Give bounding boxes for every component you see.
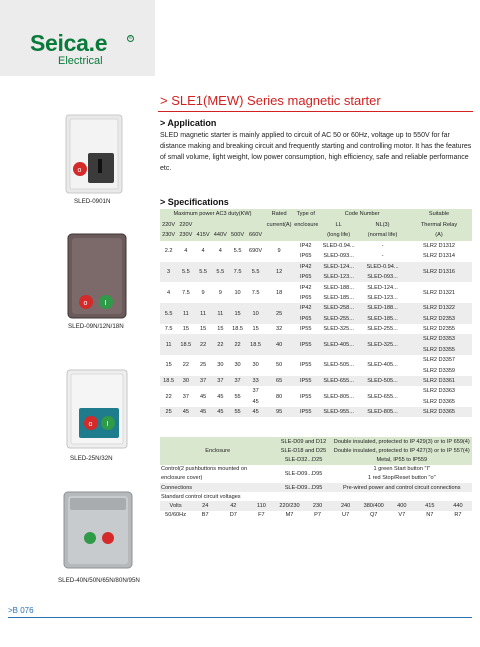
- header-415v: 415V: [194, 230, 211, 241]
- table-cell: 15: [252, 326, 259, 333]
- header-220v-2: 220V: [177, 220, 194, 231]
- table-cell: 380/400: [360, 501, 388, 510]
- table-cell: SLR2 D1316: [406, 262, 472, 283]
- brand-name: Seica.e: [30, 30, 108, 56]
- table-cell: SLR2 D3353: [406, 334, 472, 344]
- table-cell: IP65: [293, 314, 318, 324]
- header-current: current(A): [265, 220, 293, 231]
- table-cell: IP55: [299, 362, 312, 369]
- header-500v: 500V: [229, 230, 246, 241]
- table-cell: SLR2 D1322: [406, 303, 472, 313]
- table-cell: IP65: [299, 294, 312, 301]
- table-cell: 55: [229, 407, 246, 417]
- table-cell: 7.5: [164, 326, 173, 333]
- table-cell: SLED-124...: [318, 262, 359, 272]
- table-cell: 4: [167, 289, 171, 296]
- table-cell: 2.2: [164, 248, 173, 255]
- table-cell: 110: [247, 501, 275, 510]
- table-cell: 12: [265, 262, 293, 283]
- table-cell: 440: [444, 501, 472, 510]
- table-cell: D7: [229, 512, 237, 519]
- starter-enclosure-icon: [58, 490, 138, 570]
- table-cell: 45: [252, 398, 259, 405]
- header-thermal: Thermal Relay: [406, 220, 472, 231]
- table-row: [160, 241, 472, 251]
- table-cell: IP55: [293, 407, 318, 417]
- table-cell: M7: [285, 512, 294, 519]
- table-cell: IP65: [293, 272, 318, 282]
- header-thermal-unit: (A): [406, 230, 472, 241]
- table-cell: 5.5: [160, 303, 177, 324]
- header-230v-2: 230V: [177, 230, 194, 241]
- table-cell: SLED-124...: [367, 284, 398, 291]
- table-cell: SLED-255...: [367, 326, 398, 333]
- table-cell: 11: [212, 303, 229, 324]
- table-cell: 690V: [249, 248, 263, 255]
- table-cell: 42: [219, 501, 247, 510]
- table-row: [160, 492, 472, 501]
- application-heading: > Application: [160, 118, 217, 128]
- table-cell: 45: [217, 393, 224, 400]
- table-cell: 33: [246, 376, 265, 386]
- table-cell: N7: [426, 512, 434, 519]
- table-cell: IP42: [293, 262, 318, 272]
- table-cell: 18: [275, 289, 283, 296]
- page-number: >B 076: [8, 606, 34, 615]
- table-cell: Double insulated, protected to IP 429(3) or to IP 659(4): [332, 437, 472, 446]
- table-cell: B7: [201, 512, 209, 519]
- product-image-sled-40n: [58, 490, 138, 570]
- table-row: [160, 282, 472, 292]
- table-cell: SLED-0.94...: [322, 242, 355, 249]
- table-cell: SLED-188...: [323, 284, 354, 291]
- table-cell: IP55: [299, 393, 312, 400]
- application-text: SLED magnetic starter is mainly applied to circuit of AC 50 or 60Hz, voltage up to 550V for far distance making and breaking circuit and frequently starting and controlling motor. It has the features of small volume, light weight, low power consumption, high efficiency, safe and reliable performance etc.: [160, 132, 472, 172]
- header-enclosure: enclosure: [293, 220, 318, 231]
- table-cell: IP42: [299, 242, 312, 249]
- table-cell: 45: [177, 407, 194, 417]
- table-cell: Control(2 pushbuttons mounted on: [161, 466, 248, 473]
- table-cell: 15: [182, 326, 189, 333]
- table-cell: 30: [234, 362, 241, 369]
- title-divider: [158, 111, 473, 112]
- table-cell: 15: [217, 326, 224, 333]
- table-cell: 37: [194, 376, 211, 386]
- table-cell: 1 green Start button "I": [373, 466, 431, 473]
- table-cell: 45: [199, 393, 207, 400]
- table-cell: SLR2 D1314: [423, 253, 456, 260]
- table-cell: 220/230: [275, 501, 303, 510]
- table-cell: SLR2 D3365: [423, 398, 456, 405]
- table-cell: 37: [229, 376, 246, 386]
- table-cell: SLED-123...: [367, 294, 398, 301]
- table-cell: SLED-0.94...: [359, 262, 406, 272]
- table-row: [160, 324, 472, 334]
- table-cell: 11: [160, 334, 177, 355]
- table-cell: 5.5: [194, 262, 211, 283]
- header-ll: LL: [318, 220, 359, 231]
- header-nl: NL(3): [359, 220, 406, 231]
- table-cell: 11: [194, 303, 211, 324]
- starter-enclosure-icon: [60, 113, 128, 195]
- table-cell: 30: [217, 362, 224, 369]
- table-row: [160, 355, 472, 365]
- table-cell: 25: [265, 303, 293, 324]
- table-cell: 45: [212, 407, 229, 417]
- table-cell: SLE-D09 and D12: [275, 437, 331, 446]
- table-cell: SLED-405...: [318, 334, 359, 355]
- table-cell: 40: [265, 334, 293, 355]
- brand-subtitle: Electrical: [58, 55, 103, 67]
- table-cell: 18.5: [160, 376, 177, 386]
- table-cell: SLED-805...: [359, 407, 406, 417]
- table-cell: SLED-505...: [359, 376, 406, 386]
- table-cell: 45: [246, 407, 265, 417]
- table-cell: 230: [304, 501, 332, 510]
- table-cell: SLED-325...: [359, 334, 406, 355]
- table-cell: 415: [416, 501, 444, 510]
- table-cell: Connections: [160, 483, 275, 492]
- table-cell: 18.5: [177, 334, 194, 355]
- table-cell: SLE-D09...D95: [275, 483, 331, 492]
- header-230v: 230V: [160, 230, 177, 241]
- table-cell: V7: [398, 512, 406, 519]
- table-cell: SLED-325...: [323, 326, 354, 333]
- header-440v: 440V: [212, 230, 229, 241]
- table-cell: 7.5: [251, 289, 260, 296]
- header-220v: 220V: [160, 220, 177, 231]
- product-label: SLED-09N/12N/18N: [68, 323, 124, 330]
- table-cell: SLR2 D1321: [423, 289, 456, 296]
- table-cell: SLED-805...: [323, 393, 354, 400]
- table-cell: 30: [252, 362, 259, 369]
- enclosure-table: [160, 437, 472, 520]
- table-cell: 32: [275, 326, 283, 333]
- table-cell: 7.5: [229, 262, 246, 283]
- table-cell: 15: [229, 303, 246, 324]
- table-row: [160, 511, 472, 520]
- table-cell: SLE-D32...D25: [275, 455, 331, 464]
- table-cell: 9: [277, 248, 281, 255]
- table-cell: 9: [201, 289, 205, 296]
- table-cell: SLR2 D3361: [406, 376, 472, 386]
- table-cell: enclosure cover): [161, 475, 203, 482]
- table-cell: SLR2 D3357: [423, 357, 456, 364]
- page-title: > SLE1(MEW) Series magnetic starter: [160, 93, 381, 108]
- header-code-number: Code Number: [318, 209, 406, 220]
- table-cell: IP55: [293, 376, 318, 386]
- table-cell: P7: [314, 512, 321, 519]
- table-cell: 4: [201, 248, 205, 255]
- svg-text:o: o: [83, 300, 88, 307]
- table-cell: Pre-wired power and control circuit connections: [332, 483, 472, 492]
- table-cell: 25: [160, 407, 177, 417]
- header-660v: 660V: [246, 230, 265, 241]
- table-cell: SLED-955...: [318, 407, 359, 417]
- specifications-table: [160, 209, 472, 417]
- table-cell: SLED-093...: [323, 253, 354, 260]
- table-cell: SLED-123...: [318, 272, 359, 282]
- table-cell: IP55: [293, 334, 318, 355]
- header-ll-sub: (long life): [318, 230, 359, 241]
- table-cell: 400: [388, 501, 416, 510]
- table-cell: SLED-655...: [318, 376, 359, 386]
- table-cell: 65: [265, 376, 293, 386]
- table-cell: 9: [218, 289, 222, 296]
- table-cell: 5.5: [233, 248, 242, 255]
- svg-text:o: o: [77, 167, 82, 174]
- table-cell: SLE-D18 and D25: [275, 446, 331, 455]
- svg-text:I: I: [104, 300, 107, 307]
- table-cell: 80: [275, 393, 283, 400]
- table-cell: 3: [160, 262, 177, 283]
- table-cell: 7.5: [181, 289, 190, 296]
- starter-enclosure-icon: [63, 368, 131, 450]
- table-row: [160, 501, 472, 510]
- table-cell: 22: [229, 334, 246, 355]
- table-cell: Standard control circuit voltages: [161, 493, 241, 500]
- table-cell: 11: [177, 303, 194, 324]
- table-cell: SLE-D09...D95: [284, 470, 323, 477]
- table-row: [160, 437, 472, 446]
- table-cell: SLR2 D2355: [423, 326, 456, 333]
- header-max-power: Maximum power AC3 duty(KW): [160, 209, 265, 220]
- table-cell: 5.5: [246, 262, 265, 283]
- table-cell: U7: [342, 512, 350, 519]
- table-cell: 50: [275, 362, 283, 369]
- table-cell: F7: [258, 512, 265, 519]
- svg-text:I: I: [106, 421, 109, 428]
- table-cell: 37: [252, 388, 259, 395]
- table-cell: 22: [212, 334, 229, 355]
- table-cell: IP65: [299, 253, 312, 260]
- specifications-heading: > Specifications: [160, 197, 229, 207]
- table-cell: 22: [182, 362, 189, 369]
- table-cell: 4: [184, 248, 188, 255]
- table-cell: 15: [165, 362, 172, 369]
- table-cell: 37: [212, 376, 229, 386]
- table-cell: 10: [234, 289, 241, 296]
- product-label: SLED-25N/32N: [70, 455, 113, 462]
- table-row: [160, 483, 472, 492]
- table-cell: SLED-258...: [318, 303, 359, 313]
- svg-text:o: o: [88, 421, 93, 428]
- product-image-sled-0901n: [60, 113, 128, 195]
- table-cell: IP42: [293, 303, 318, 313]
- table-cell: -: [381, 253, 384, 260]
- table-cell: 18.5: [232, 326, 243, 333]
- table-cell: 15: [199, 326, 207, 333]
- table-cell: SLR2 D2353: [406, 314, 472, 324]
- table-row: [160, 407, 472, 417]
- table-cell: 1 red Stop/Reset button "o": [367, 475, 436, 482]
- header-type-of: Type of: [293, 209, 318, 220]
- enclosure-label: Enclosure: [160, 437, 275, 465]
- table-cell: R7: [454, 512, 462, 519]
- table-cell: SLED-655...: [367, 393, 398, 400]
- table-cell: IP42: [299, 284, 312, 291]
- table-cell: Q7: [369, 512, 378, 519]
- table-cell: IP55: [299, 326, 312, 333]
- table-cell: SLED-185...: [359, 314, 406, 324]
- table-cell: SLR2 D3365: [406, 407, 472, 417]
- table-cell: 55: [234, 393, 241, 400]
- header-nl-sub: (normal life): [359, 230, 406, 241]
- table-cell: SLR2 D3359: [423, 367, 456, 374]
- starter-enclosure-icon: [66, 232, 128, 320]
- product-label: SLED-0901N: [74, 198, 111, 205]
- table-cell: 5.5: [212, 262, 229, 283]
- table-row: [160, 262, 472, 272]
- product-label: SLED-40N/50N/65N/80N/95N: [58, 577, 140, 584]
- table-cell: 22: [165, 393, 172, 400]
- brand-logo: [0, 0, 155, 76]
- table-cell: 95: [265, 407, 293, 417]
- table-cell: 5.5: [177, 262, 194, 283]
- table-cell: 37: [182, 393, 189, 400]
- table-row: [160, 376, 472, 386]
- table-cell: 22: [194, 334, 211, 355]
- registered-mark: ®: [128, 35, 133, 41]
- product-image-sled-09n: [66, 232, 128, 320]
- table-cell: 50/60Hz: [165, 512, 187, 519]
- table-cell: 30: [177, 376, 194, 386]
- table-cell: SLR2 D1312: [423, 242, 456, 249]
- table-cell: 10: [246, 303, 265, 324]
- table-cell: SLED-505...: [323, 362, 354, 369]
- table-cell: -: [381, 242, 384, 249]
- table-cell: 18.5: [246, 334, 265, 355]
- table-cell: 25: [199, 362, 207, 369]
- product-image-sled-25n: [63, 368, 131, 450]
- table-cell: SLED-255...: [318, 314, 359, 324]
- table-row: [160, 465, 472, 474]
- table-cell: Volts: [160, 501, 191, 510]
- header-suitable: Suitable: [406, 209, 472, 220]
- table-cell: 4: [218, 248, 222, 255]
- table-cell: 24: [191, 501, 219, 510]
- table-cell: SLED-093...: [359, 272, 406, 282]
- table-cell: 240: [332, 501, 360, 510]
- table-row: [160, 386, 472, 396]
- table-cell: SLED-185...: [323, 294, 354, 301]
- table-cell: Double insulated, protected to IP 427(3) or to IP 557(4): [332, 446, 472, 455]
- table-cell: SLR2 D3355: [406, 345, 472, 355]
- table-cell: SLR2 D3363: [423, 388, 456, 395]
- header-rated: Rated: [265, 209, 293, 220]
- table-row: [160, 334, 472, 344]
- table-cell: 45: [194, 407, 211, 417]
- table-row: [160, 303, 472, 313]
- table-cell: SLED-188...: [359, 303, 406, 313]
- table-cell: Metal, IP55 to IP559: [332, 455, 472, 464]
- footer-divider: [8, 617, 472, 618]
- table-cell: SLED-405...: [367, 362, 398, 369]
